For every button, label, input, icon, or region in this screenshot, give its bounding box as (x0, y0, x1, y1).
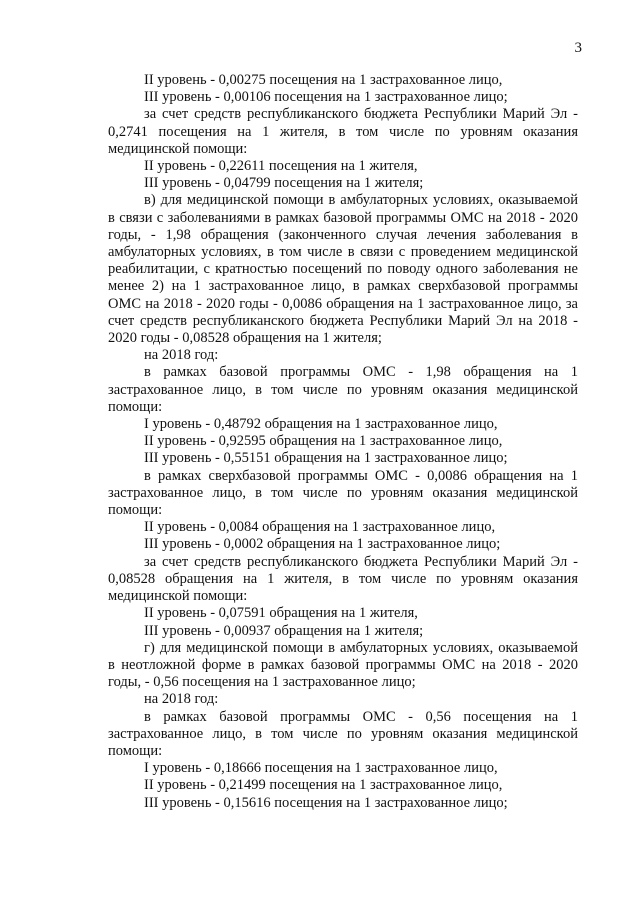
paragraph: на 2018 год: (144, 347, 219, 364)
paragraph: III уровень - 0,55151 обращения на 1 застрахованное лицо; (144, 450, 508, 467)
paragraph: I уровень - 0,18666 посещения на 1 застрахованное лицо, (144, 760, 498, 777)
paragraph: III уровень - 0,04799 посещения на 1 жителя; (144, 175, 424, 192)
paragraph: в рамках базовой программы ОМС - 1,98 обращения на 1 застрахованное лицо, в том числе по уровням оказания медицинской помощи: (108, 364, 578, 415)
paragraph: за счет средств республиканского бюджета Республики Марий Эл - 0,2741 посещения на 1 жителя, в том числе по уровням оказания медицинской помощи: (108, 106, 578, 157)
paragraph: в рамках сверхбазовой программы ОМС - 0,0086 обращения на 1 застрахованное лицо, в том числе по уровням оказания медицинской помощи: (108, 467, 578, 519)
paragraph: в рамках базовой программы ОМС - 0,56 посещения на 1 застрахованное лицо, в том числе по уровням оказания медицинской помощи: (108, 708, 578, 759)
paragraph: II уровень - 0,00275 посещения на 1 застрахованное лицо, (144, 72, 503, 88)
document-body (108, 72, 578, 812)
paragraph: II уровень - 0,92595 обращения на 1 застрахованное лицо, (144, 433, 503, 450)
paragraph: III уровень - 0,15616 посещения на 1 застрахованное лицо; (144, 794, 508, 811)
paragraph: III уровень - 0,0002 обращения на 1 застрахованное лицо; (144, 536, 501, 553)
paragraph: II уровень - 0,07591 обращения на 1 жителя, (144, 605, 418, 622)
paragraph: г) для медицинской помощи в амбулаторных условиях, оказываемой в неотложной форме в рамках базовой программы ОМС на 2018 - 2020 годы, - 0,56 посещения на 1 застрахованное лицо; (108, 639, 578, 691)
paragraph: в) для медицинской помощи в амбулаторных условиях, оказываемой в связи с заболеваниями в рамках базовой программы ОМС на 2018 - 2020 годы, - 1,98 обращения (законченного случая лечения заболевания в амбулаторных условиях, в том числе в связи с проведением медицинской реабилитации, с кратностью посещений по поводу одного заболевания не менее 2) на 1 застрахованное лицо, в рамках сверхбазовой программы ОМС на 2018 - 2020 годы - 0,0086 обращения на 1 застрахованное лицо, за счет средств республиканского бюджета Республики Марий Эл на 2018 - 2020 годы - 0,08528 обращения на 1 жителя; (108, 192, 578, 347)
paragraph: II уровень - 0,21499 посещения на 1 застрахованное лицо, (144, 777, 503, 794)
paragraph: III уровень - 0,00106 посещения на 1 застрахованное лицо; (144, 89, 508, 106)
paragraph: за счет средств республиканского бюджета Республики Марий Эл - 0,08528 обращения на 1 жителя, в том числе по уровням оказания медицинской помощи: (108, 553, 578, 605)
paragraph: II уровень - 0,0084 обращения на 1 застрахованное лицо, (144, 519, 496, 536)
paragraph: на 2018 год: (144, 691, 219, 708)
paragraph: III уровень - 0,00937 обращения на 1 жителя; (144, 622, 424, 639)
paragraph: I уровень - 0,48792 обращения на 1 застрахованное лицо, (144, 416, 498, 433)
paragraph: II уровень - 0,22611 посещения на 1 жителя, (144, 158, 418, 175)
page-number: 3 (574, 40, 582, 56)
